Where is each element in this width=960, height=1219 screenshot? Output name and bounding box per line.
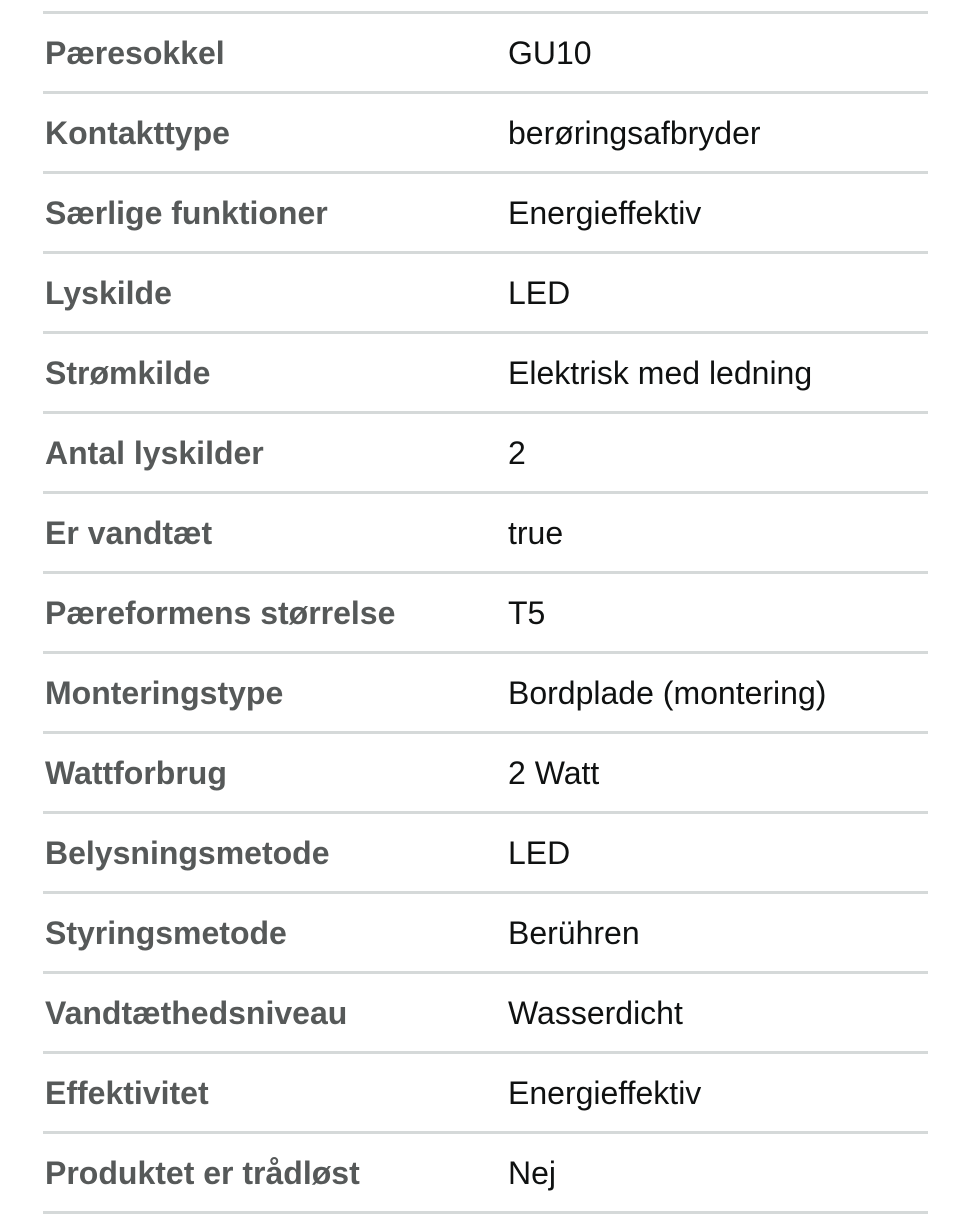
spec-row-power-source — [43, 334, 928, 414]
spec-label: Er vandtæt — [45, 514, 213, 551]
spec-label: Særlige funktioner — [45, 194, 328, 231]
spec-value: Energieffektiv — [508, 194, 702, 231]
spec-row-light-source-count — [43, 414, 928, 494]
spec-row-bulb-base — [43, 14, 928, 94]
spec-label: Vandtæthedsniveau — [45, 994, 348, 1031]
spec-value: Energieffektiv — [508, 1074, 702, 1111]
spec-value: LED — [508, 834, 571, 871]
spec-value: true — [508, 514, 564, 551]
spec-label: Effektivitet — [45, 1074, 209, 1111]
spec-label: Strømkilde — [45, 354, 211, 391]
product-specs-table — [43, 11, 928, 1214]
spec-value: 2 Watt — [508, 754, 600, 791]
spec-row-lighting-method — [43, 814, 928, 894]
spec-row-control-method — [43, 894, 928, 974]
spec-value: LED — [508, 274, 571, 311]
spec-row-wattage — [43, 734, 928, 814]
spec-value: Berühren — [508, 914, 640, 951]
spec-value: Elektrisk med ledning — [508, 354, 813, 391]
spec-row-mounting-type — [43, 654, 928, 734]
spec-label: Pæresokkel — [45, 34, 225, 71]
spec-label: Belysningsmetode — [45, 834, 330, 871]
spec-value: Nej — [508, 1154, 557, 1191]
spec-label: Monteringstype — [45, 674, 284, 711]
spec-label: Styringsmetode — [45, 914, 287, 951]
spec-label: Antal lyskilder — [45, 434, 264, 471]
spec-label: Wattforbrug — [45, 754, 227, 791]
spec-label: Produktet er trådløst — [45, 1154, 360, 1191]
spec-row-light-source — [43, 254, 928, 334]
spec-row-waterproof — [43, 494, 928, 574]
spec-label: Lyskilde — [45, 274, 172, 311]
spec-value: Wasserdicht — [508, 994, 683, 1031]
spec-value: 2 — [508, 434, 526, 471]
spec-row-bulb-shape-size — [43, 574, 928, 654]
spec-label: Kontakttype — [45, 114, 230, 151]
spec-row-water-resistance-level — [43, 974, 928, 1054]
spec-row-special-features — [43, 174, 928, 254]
spec-value: GU10 — [508, 34, 592, 71]
spec-row-switch-type — [43, 94, 928, 174]
spec-value: berøringsafbryder — [508, 114, 761, 151]
spec-value: T5 — [508, 594, 546, 631]
spec-label: Pæreformens størrelse — [45, 594, 396, 631]
spec-value: Bordplade (montering) — [508, 674, 827, 711]
spec-row-efficiency — [43, 1054, 928, 1134]
spec-row-wireless — [43, 1134, 928, 1214]
